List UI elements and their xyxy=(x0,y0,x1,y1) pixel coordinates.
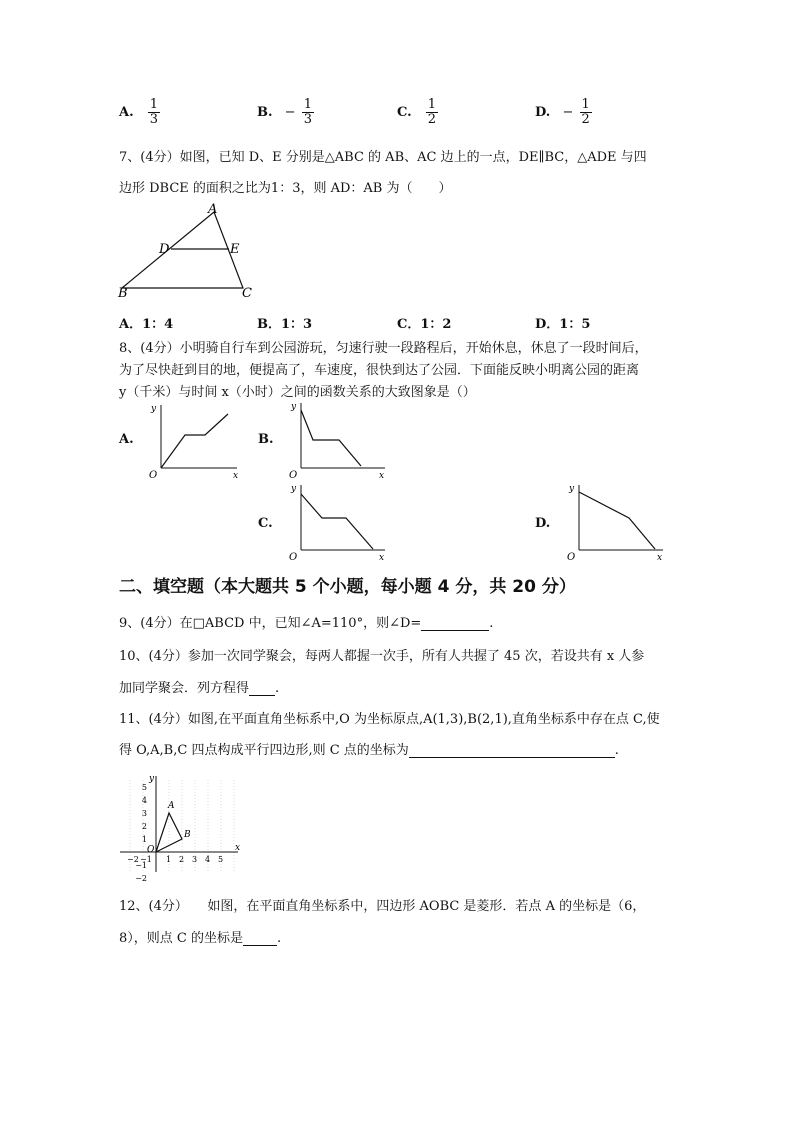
y-tick-label: −2 xyxy=(135,874,147,883)
triangle-oab xyxy=(156,813,182,852)
x-tick-label: 1 xyxy=(166,855,172,864)
denominator: 2 xyxy=(427,112,437,127)
numerator: 1 xyxy=(149,97,159,112)
q8-text-line1: 8、(4分）小明骑自行车到公园游玩，匀速行驶一段路程后，开始休息，休息了一段时间后， xyxy=(119,341,648,356)
q10-text-line2: 加同学聚会．列方程得 xyxy=(119,681,250,696)
y-axis-label: y xyxy=(149,774,155,784)
minus-sign: − xyxy=(562,105,574,120)
q12-end: . xyxy=(276,931,282,946)
y-tick-label: 1 xyxy=(141,835,147,844)
origin-label: O xyxy=(149,470,158,481)
numerator: 1 xyxy=(581,97,590,112)
q8-graph-d xyxy=(563,480,673,564)
q7-option-b: B．1：3 xyxy=(257,317,313,332)
q6-option-c-fraction xyxy=(426,98,438,127)
q6-option-d-fraction xyxy=(580,98,592,127)
q10-line2 xyxy=(119,677,279,696)
q10-end: . xyxy=(275,681,280,696)
q6-option-c xyxy=(397,98,438,127)
denominator: 3 xyxy=(303,112,312,127)
q6-option-b-label: B. xyxy=(257,105,273,120)
x-axis-label: x xyxy=(657,553,663,563)
q12-text-line2: 8），则点 C 的坐标是 xyxy=(119,931,243,946)
x-axis-label: x xyxy=(379,553,385,563)
q9-answer-blank xyxy=(421,615,489,631)
y-tick-label: 2 xyxy=(141,822,147,831)
minus-sign: − xyxy=(284,105,296,120)
q7-triangle-figure xyxy=(112,198,262,302)
q9-end: . xyxy=(489,616,494,631)
numerator: 1 xyxy=(427,97,437,112)
x-tick-label: 4 xyxy=(205,855,211,864)
x-tick-label: −2 xyxy=(127,855,139,864)
q12-text-line1: 12、(4分） 如图，在平面直角坐标系中，四边形 AOBC 是菱形．若点 A 的坐标是（6， xyxy=(119,899,646,914)
q11-line2 xyxy=(119,739,619,758)
q11-text-line2: 得 O,A,B,C 四点构成平行四边形,则 C 点的坐标为 xyxy=(119,743,409,758)
origin-label: O xyxy=(147,845,155,855)
q11-end: . xyxy=(614,743,619,758)
y-tick-label: −1 xyxy=(135,861,147,870)
point-b-label: B xyxy=(118,286,128,301)
y-axis-label: y xyxy=(291,484,297,494)
q6-option-a xyxy=(119,98,160,127)
x-tick-label: 3 xyxy=(192,855,198,864)
q6-option-a-fraction xyxy=(148,98,160,127)
denominator: 2 xyxy=(581,112,590,127)
origin-label: O xyxy=(289,552,298,563)
q7-text-line1: 7、(4分）如图，已知 D、E 分别是△ABC 的 AB、AC 边上的一点，DE∥BC，△ADE 与四 xyxy=(119,150,647,165)
point-b-label: B xyxy=(184,830,191,840)
q8-option-b-label: B. xyxy=(258,432,274,447)
q12-answer-blank xyxy=(243,930,277,946)
x-axis-label: x xyxy=(379,471,385,481)
q8-graph-a xyxy=(145,400,245,482)
graph-line xyxy=(161,414,228,468)
x-tick-label: −1 xyxy=(140,855,152,864)
q8-graph-b xyxy=(285,398,395,482)
q6-option-b-fraction xyxy=(302,98,314,127)
denominator: 3 xyxy=(149,112,159,127)
graph-line xyxy=(301,494,373,549)
q9 xyxy=(119,612,493,631)
q8-graph-c xyxy=(285,480,395,564)
point-d-label: D xyxy=(159,242,170,257)
q7-option-d: D．1：5 xyxy=(535,317,591,332)
x-tick-label: 2 xyxy=(179,855,185,864)
section-heading: 二、填空题（本大题共 5 个小题，每小题 4 分，共 20 分） xyxy=(119,577,576,597)
q11-answer-blank xyxy=(409,742,615,758)
q7-option-c: C．1：2 xyxy=(397,317,452,332)
point-a-label: A xyxy=(168,801,175,811)
q10-answer-blank xyxy=(249,680,275,696)
q6-option-d xyxy=(535,98,592,127)
y-axis-label: y xyxy=(151,404,157,414)
q10-text-line1: 10、(4分）参加一次同学聚会，每两人都握一次手，所有人共握了 45 次，若设共有 x 人参 xyxy=(119,649,645,664)
q12-line2 xyxy=(119,927,281,946)
origin-label: O xyxy=(567,552,576,563)
y-tick-label: 3 xyxy=(141,809,147,818)
x-axis-label: x xyxy=(233,471,239,481)
point-c-label: C xyxy=(242,286,252,301)
q8-option-d-label: D. xyxy=(535,516,551,531)
q11-coordinate-figure xyxy=(116,772,246,883)
origin-label: O xyxy=(289,470,298,481)
q6-option-a-label: A. xyxy=(119,105,134,120)
q8-text-line3: y（千米）与时间 x（小时）之间的函数关系的大致图象是（） xyxy=(119,385,476,400)
q8-option-a-label: A. xyxy=(119,432,134,447)
numerator: 1 xyxy=(303,97,312,112)
y-axis-label: y xyxy=(291,402,297,412)
point-a-label: A xyxy=(208,202,218,217)
y-tick-label: 4 xyxy=(141,796,147,805)
q7-text-line2: 边形 DBCE 的面积之比为1：3，则 AD：AB 为（ ） xyxy=(119,181,452,196)
y-tick-label: 5 xyxy=(141,783,147,792)
q7-option-a: A．1：4 xyxy=(119,317,174,332)
y-axis-label: y xyxy=(569,484,575,494)
x-tick-label: 5 xyxy=(218,855,224,864)
q11-text-line1: 11、(4分）如图,在平面直角坐标系中,O 为坐标原点,A(1,3),B(2,1),直角坐标系中存在点 C,使 xyxy=(119,712,660,727)
triangle-abc xyxy=(122,212,243,288)
q8-option-c-label: C. xyxy=(258,516,273,531)
q6-option-d-label: D. xyxy=(535,105,551,120)
graph-line xyxy=(301,410,361,466)
q6-option-b xyxy=(257,98,314,127)
x-axis-label: x xyxy=(235,843,241,853)
q9-text: 9、(4分）在□ABCD 中，已知∠A=110°，则∠D= xyxy=(119,616,422,631)
q6-option-c-label: C. xyxy=(397,105,412,120)
point-e-label: E xyxy=(230,242,240,257)
graph-line xyxy=(579,492,655,549)
q8-text-line2: 为了尽快赶到目的地，便提高了，车速度，很快到达了公园．下面能反映小明离公园的距离 xyxy=(119,363,640,378)
